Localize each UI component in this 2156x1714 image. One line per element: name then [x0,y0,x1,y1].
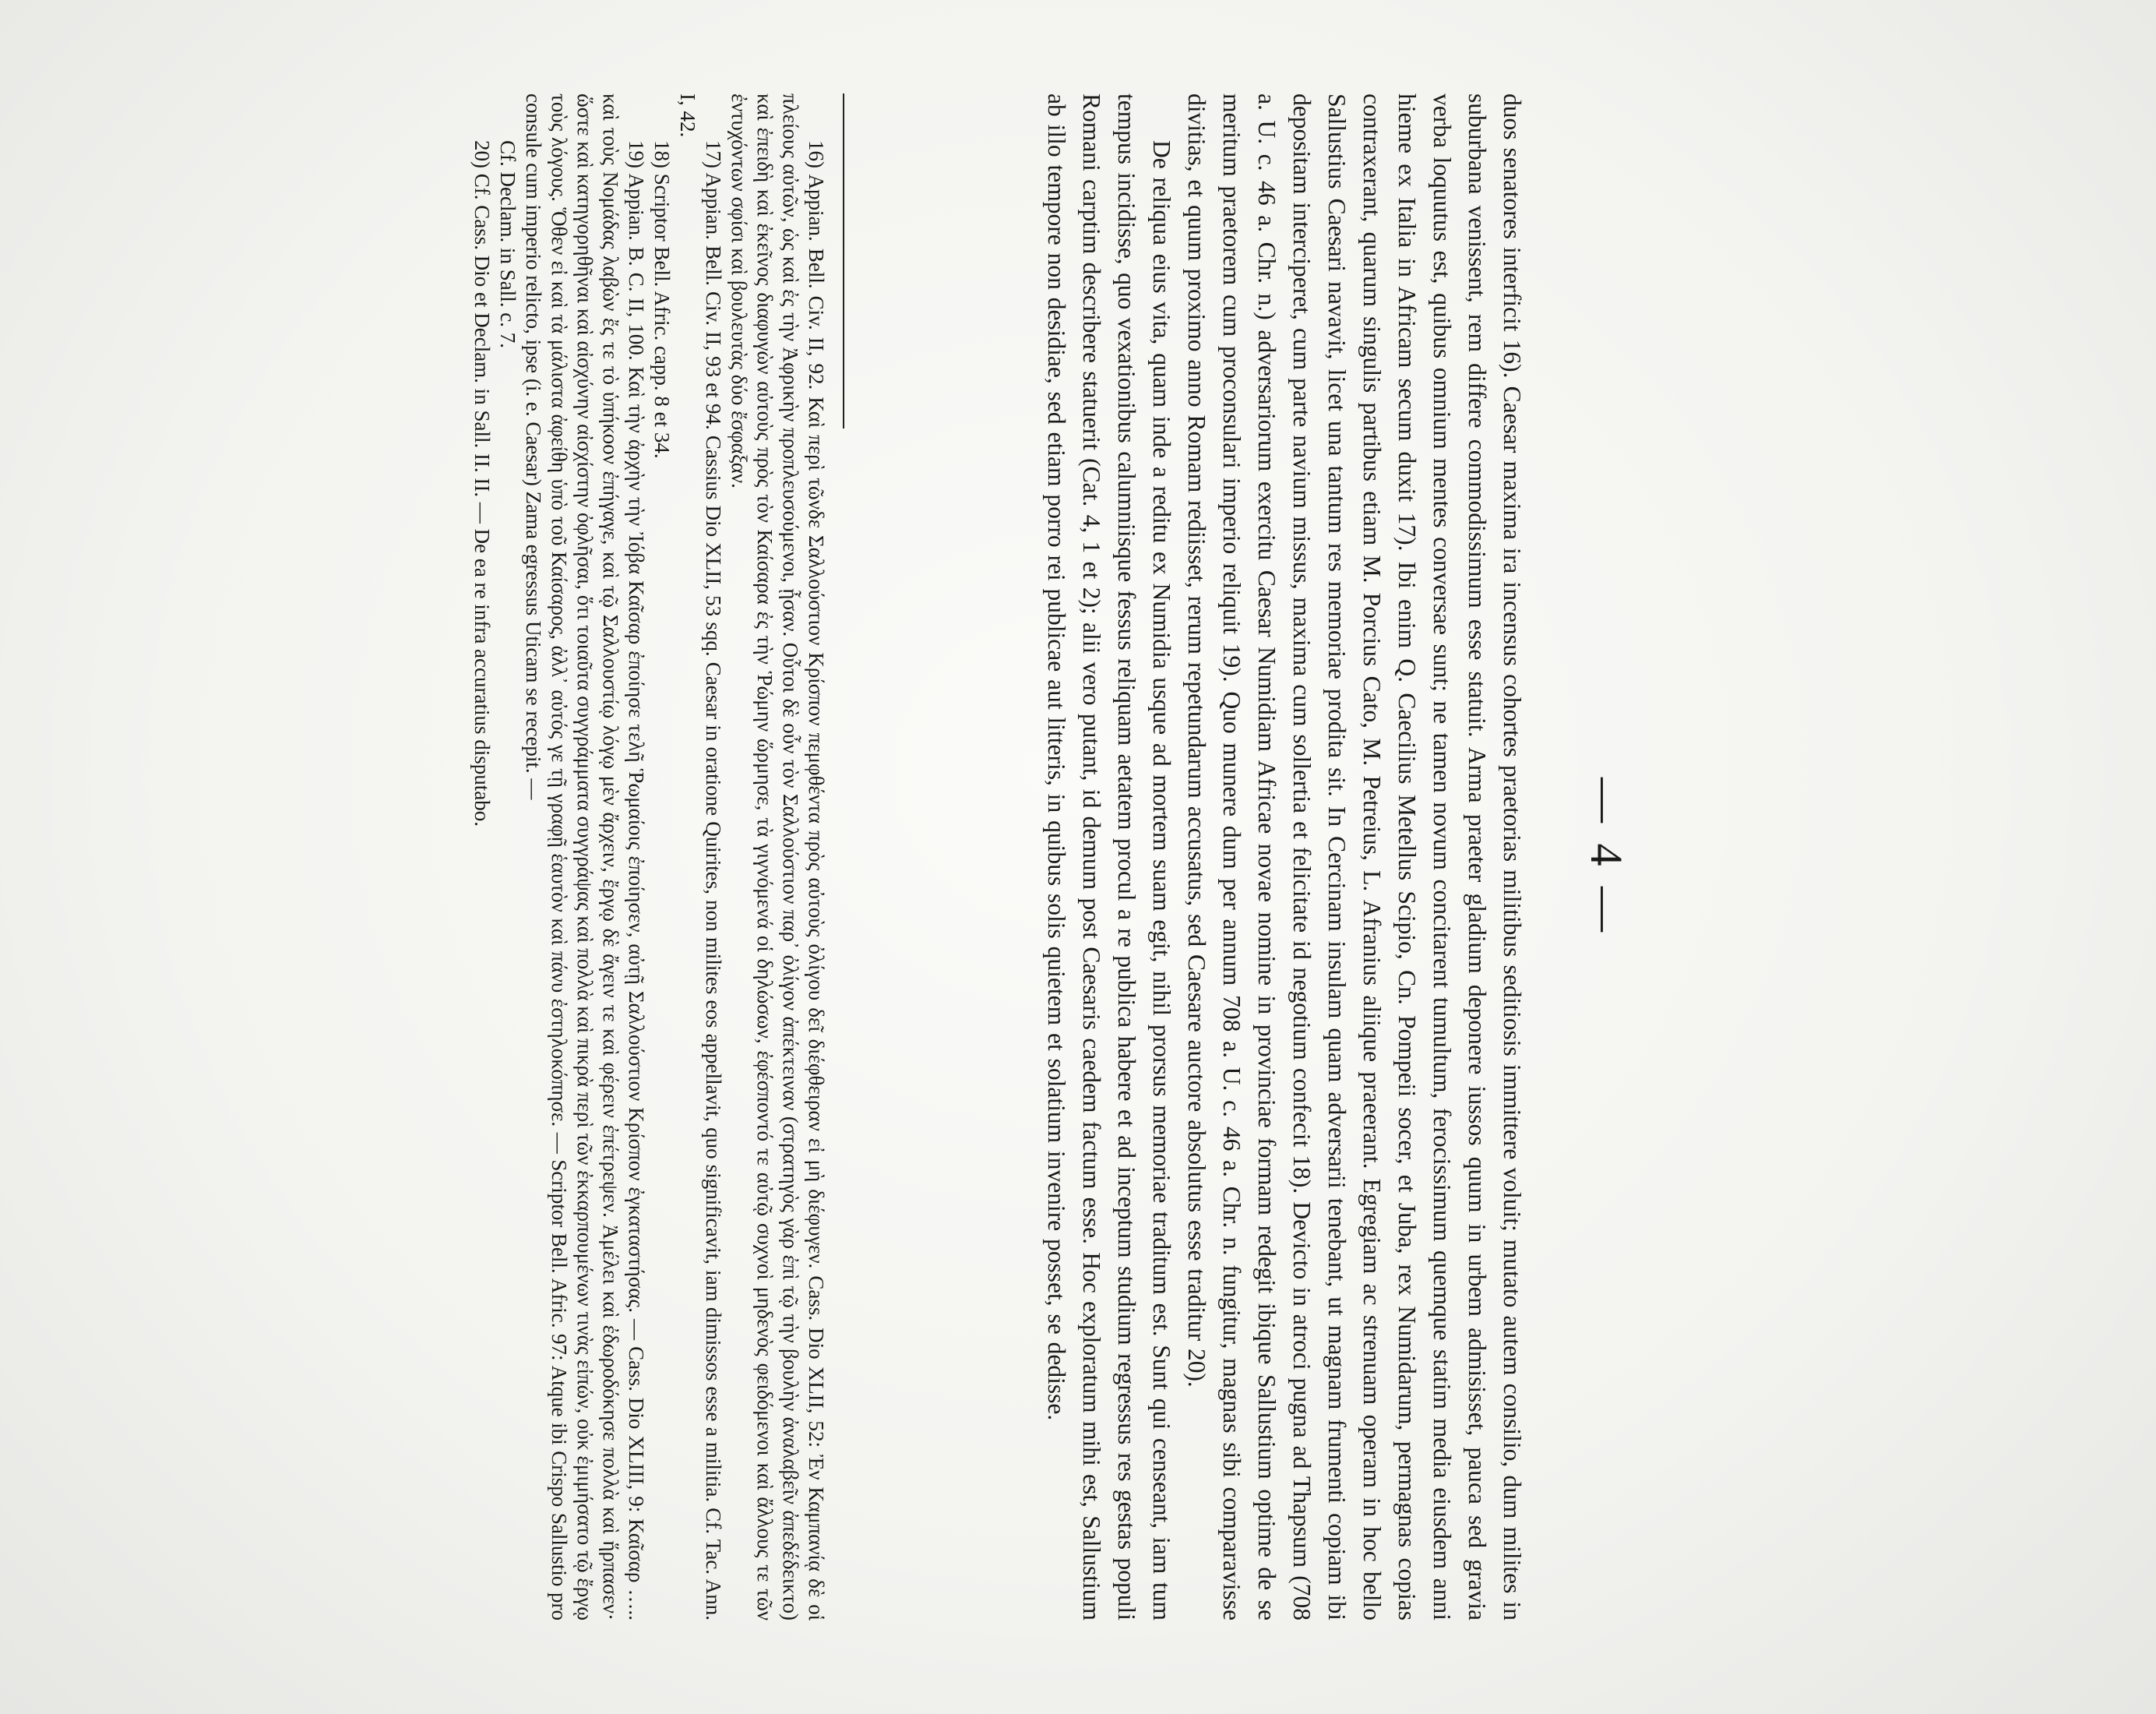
document-page [470,70,1639,1644]
footnote-19: 19) Appian. B. C. II, 100. Καὶ τὴν ἀρχὴν τὴν Ἰόβα Καῖσαρ ἐποίησε τελῆ Ῥωμαίοις ἐποίησεν, αὐτῇ Σαλλούστιον Κρίσπον ἐγκαταστήσας. — Cass. Dio XLIII, 9: Καῖσαρ ….. καὶ τοὺς Νομάδας λαβὼν ἔς τε τὸ ὑπήκοον ἐπήγαγε, καὶ τῷ Σαλλουστίῳ λόγῳ μὲν ἄρχειν, ἔργῳ δὲ ἄγειν τε καὶ φέρειν ἐπέτρεψεν. Ἀμέλει καὶ ἐδωροδόκησε πολλὰ καὶ ἥρπασεν· ὥστε καὶ κατηγορηθῆναι καὶ αἰσχύνην αἰσχίστην ὀφλῆσαι, ὅτι τοιαῦτα συγγράμματα συγγράψας καὶ πολλὰ καὶ πικρὰ περὶ τῶν ἐκκαρπουμένων τινὰς εἰπών, οὐκ ἐμιμήσατο τῷ ἔργῳ τοὺς λόγους. Ὅθεν εἰ καὶ τὰ μάλιστα ἀφείθη ὑπὸ τοῦ Καίσαρος, ἀλλ᾽ αὐτός γε τῇ γραφῇ ἑαυτὸν καὶ πάνυ ἐστηλοκόπησε. — Scriptor Bell. Afric. 97: Atque ibi Crispo Sallustio pro consule cum imperio relicto, ipse (i. e. Caesar) Zama egressus Uticam se recepit. — [522,93,648,1621]
page-number: — 4 — [1581,778,1632,936]
footnote-17: 17) Appian. Bell. Civ. II, 93 et 94. Cassius Dio XLII, 53 sqq. Caesar in oratione Quirites, non milites eos appellavit, quo significavit, iam dimissos esse a militia. Cf. Tac. Ann. I, 42. [676,93,725,1621]
paragraph-1: duos senatores interficit 16). Caesar maxima ira incensus cohortes praetorias militibus seditiosis immittere voluit; mutato autem consilio, dum milites in suburbana venissent, rem differe commodissimum esse statuit. Arma praeter gladium deponere iussos quum in urbem admisisset, pauca sed gravia verba loquutus est, quibus omnium mentes conversae sunt; ne tamen novum concitarent tumultum, ferocissimum quemque statim media eiusdem anni hieme ex Italia in Africam secum duxit 17). Ibi enim Q. Caecilius Metellus Scipio, Cn. Pompeii socer, et Juba, rex Numidarum, permagnas copias contraxerant, quarum singulis partibus etiam M. Porcius Cato, M. Petreius, L. Afranius aliique praeerant. Egregiam ac strenuam operam in hoc bello Sallustius Caesari navavit, licet una tantum res memoriae prodita sit. In Cercinam insulam quam adversarii tenebant, ut magnam frumenti copiam ibi depositam interciperet, cum parte navium missus, maxima cum sollertia et felicitate id negotium confecit 18). Devicto in atroci pugna ad Thapsum (708 a. U. c. 46 a. Chr. n.) adversariorum exercitu Caesar Numidiam Africae novae nomine in provinciae formam redegit ibique Sallustium optime de se meritum praetorem cum proconsulari imperio reliquit 19). Quo munere dum per annum 708 a. U. c. 46 a. Chr. n. fungitur, magnas sibi comparavisse divitias, et quum proximo anno Romam rediisset, rerum repetundarum accusatus, sed Caesare auctore absolutus esse traditur 20). [1183,93,1526,1621]
footnote-16: 16) Appian. Bell. Civ. II, 92. Καὶ περὶ τῶνδε Σαλλούστιον Κρίσπον πεμφθέντα πρὸς αὐτοὺς ὀλίγου δεῖ διέφθειραν εἰ μὴ διέφυγεν. Cass. Dio XLII, 52: Ἐν Καμπανίᾳ δὲ οἱ πλείους αὐτῶν, ὡς καὶ ἐς τὴν Ἀφρικὴν προπλευσούμενοι, ᾖσαν. Οὗτοι δὲ οὖν τὸν Σαλλούστιον παρ᾽ ὀλίγον ἀπέκτειναν (στρατηγὸς γὰρ ἐπὶ τῷ τὴν βουλὴν ἀναλαβεῖν ἀπεδέδεικτο) καὶ ἐπειδὴ καὶ ἐκεῖνος διαφυγὼν αὐτοὺς πρὸς τὸν Καίσαρα ἐς τὴν Ῥώμην ὥρμησε, τὰ γιγνόμενά οἱ δηλώσων, ἐφέσποντό τε αὐτῷ συχνοὶ μηδενὸς φειδόμενοι καὶ ἄλλους τε τῶν ἐντυχόντων σφίσι καὶ βουλευτὰς δύο ἔσφαξαν. [727,93,828,1621]
footnote-20: 20) Cf. Cass. Dio et Declam. in Sall. II. II. — De ea re infra accuratius disputabo. [470,140,494,827]
footnote-divider [843,93,844,428]
paragraph-2: De reliqua eius vita, quam inde a reditu ex Numidia usque ad mortem suam egit, nihil prorsus memoriae traditum est. Sunt qui censeant, iam tum tempus incidisse, quo vexationibus calumniisque fessus reliquam aetatem procul a re publica habere et ad inceptum studium regressus res gestas populi Romani carptim describere statuerit (Cat. 4, 1 et 2); alii vero putant, id demum post Caesaris caedem factum esse. Hoc exploratum mihi est, Sallustium ab illo tempore non desidiae, sed etiam porro rei publicae aut litteris, in quibus solis quietem et solatium invenire posset, se dedisse. [1043,93,1175,1621]
main-text [1039,93,1530,1621]
footnote-19-cont: Cf. Declam. in Sall. c. 7. [496,140,520,348]
footnotes [469,93,829,1621]
footnote-18: 18) Scriptor Bell. Afric. capp. 8 et 34. [650,140,674,459]
